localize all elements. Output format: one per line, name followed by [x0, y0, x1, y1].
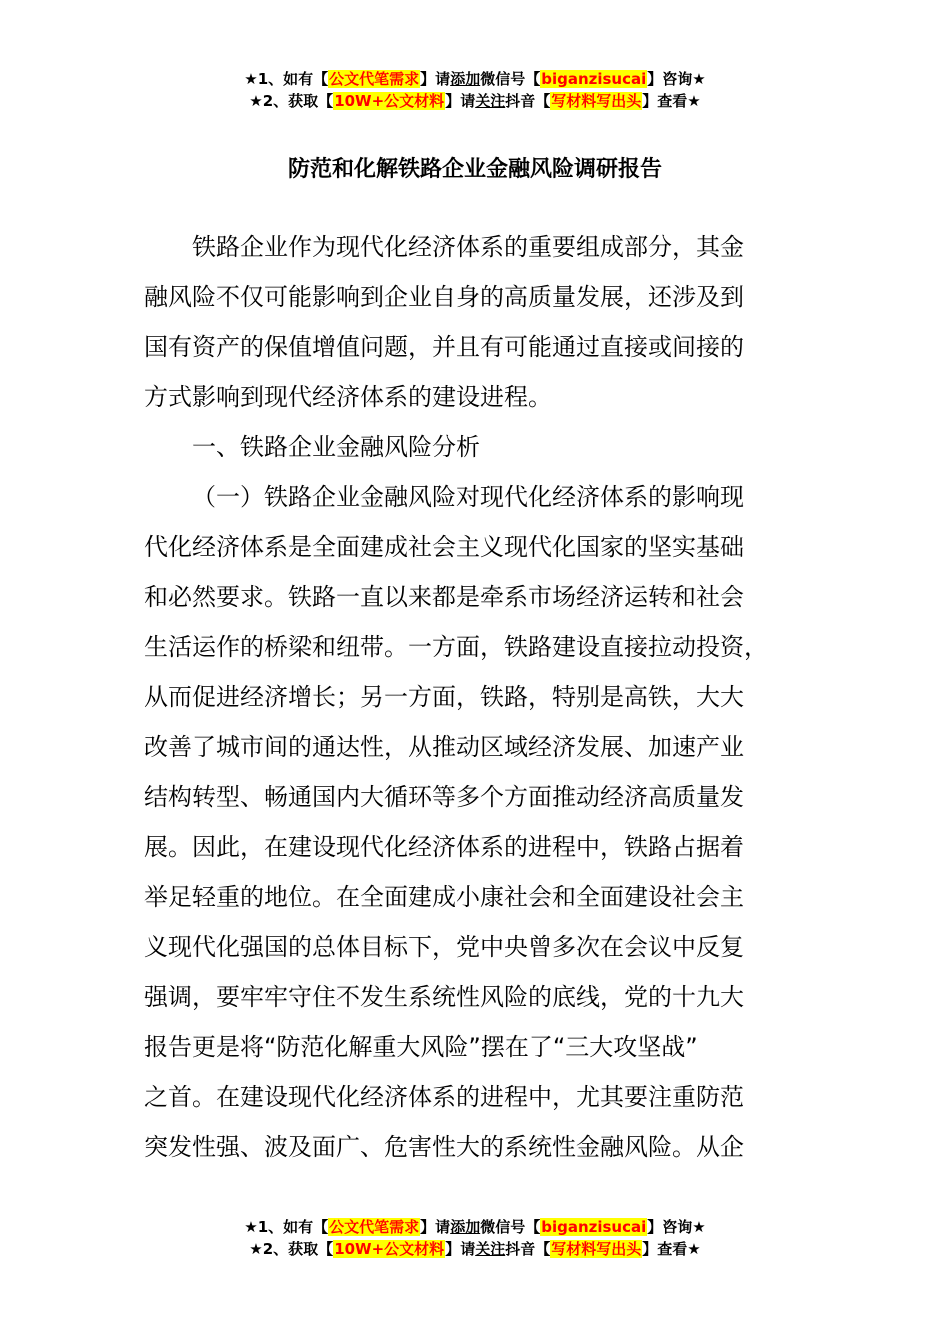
body-line: （一）铁路企业金融风险对现代化经济体系的影响现	[192, 483, 744, 511]
underlined-follow: 关注	[475, 92, 506, 110]
body-line: 融风险不仅可能影响到企业自身的高质量发展，还涉及到	[144, 283, 744, 311]
banner-text: 】咨询★	[647, 70, 706, 88]
highlight-douyin-account: 写材料写出头	[551, 1240, 642, 1258]
body-line: 代化经济体系是全面建成社会主义现代化国家的坚实基础	[144, 533, 744, 561]
body-line: 从而促进经济增长；另一方面，铁路，特别是高铁，大大	[144, 683, 744, 711]
banner-text: 微信号【	[480, 1218, 541, 1236]
banner-line-1	[0, 68, 950, 90]
body-line: 展。因此，在建设现代化经济体系的进程中，铁路占据着	[144, 833, 744, 861]
body-line: 国有资产的保值增值问题，并且有可能通过直接或间接的	[144, 333, 744, 361]
banner-text: ★1、如有【	[244, 1218, 329, 1236]
body-line: 举足轻重的地位。在全面建成小康社会和全面建设社会主	[144, 883, 744, 911]
highlight-douyin-account: 写材料写出头	[551, 92, 642, 110]
underlined-add: 添加	[450, 70, 481, 88]
banner-text: 】请	[445, 92, 476, 110]
header-banner	[0, 68, 950, 112]
highlight-wechat-id: biganzisucai	[541, 1218, 647, 1236]
banner-line-2	[0, 1238, 950, 1260]
underlined-follow: 关注	[475, 1240, 506, 1258]
banner-text: 】请	[420, 1218, 451, 1236]
banner-text: 】查看★	[642, 1240, 701, 1258]
banner-text: ★1、如有【	[244, 70, 329, 88]
banner-text: 】请	[445, 1240, 476, 1258]
highlight-service: 公文代笔需求	[329, 1218, 420, 1236]
banner-text: 】查看★	[642, 92, 701, 110]
banner-text: 】咨询★	[647, 1218, 706, 1236]
body-line: 强调，要牢牢守住不发生系统性风险的底线，党的十九大	[144, 983, 744, 1011]
banner-text: 微信号【	[480, 70, 541, 88]
body-line: 突发性强、波及面广、危害性大的系统性金融风险。从企	[144, 1133, 744, 1161]
banner-text: 抖音【	[505, 92, 551, 110]
highlight-wechat-id: biganzisucai	[541, 70, 647, 88]
body-line: 和必然要求。铁路一直以来都是牵系市场经济运转和社会	[144, 583, 744, 611]
banner-text: ★2、获取【	[249, 92, 334, 110]
banner-line-2	[0, 90, 950, 112]
body-line: 之首。在建设现代化经济体系的进程中，尤其要注重防范	[144, 1083, 744, 1111]
body-line: 方式影响到现代经济体系的建设进程。	[144, 383, 552, 411]
highlight-materials: 10W+公文材料	[334, 92, 445, 110]
banner-text: 】请	[420, 70, 451, 88]
body-line: 生活运作的桥梁和纽带。一方面，铁路建设直接拉动投资，	[144, 633, 768, 661]
banner-text: 抖音【	[505, 1240, 551, 1258]
document-title: 防范和化解铁路企业金融风险调研报告	[287, 157, 662, 182]
underlined-add: 添加	[450, 1218, 481, 1236]
footer-banner	[0, 1216, 950, 1260]
section-heading: 一、铁路企业金融风险分析	[192, 433, 480, 461]
banner-line-1	[0, 1216, 950, 1238]
body-line: 改善了城市间的通达性，从推动区域经济发展、加速产业	[144, 733, 744, 761]
document-body	[144, 222, 808, 1172]
body-line: 报告更是将“防范化解重大风险”摆在了“三大攻坚战”	[144, 1033, 698, 1061]
highlight-materials: 10W+公文材料	[334, 1240, 445, 1258]
body-line: 铁路企业作为现代化经济体系的重要组成部分，其金	[192, 233, 744, 261]
highlight-service: 公文代笔需求	[329, 70, 420, 88]
body-line: 义现代化强国的总体目标下，党中央曾多次在会议中反复	[144, 933, 744, 961]
banner-text: ★2、获取【	[249, 1240, 334, 1258]
body-line: 结构转型、畅通国内大循环等多个方面推动经济高质量发	[144, 783, 744, 811]
